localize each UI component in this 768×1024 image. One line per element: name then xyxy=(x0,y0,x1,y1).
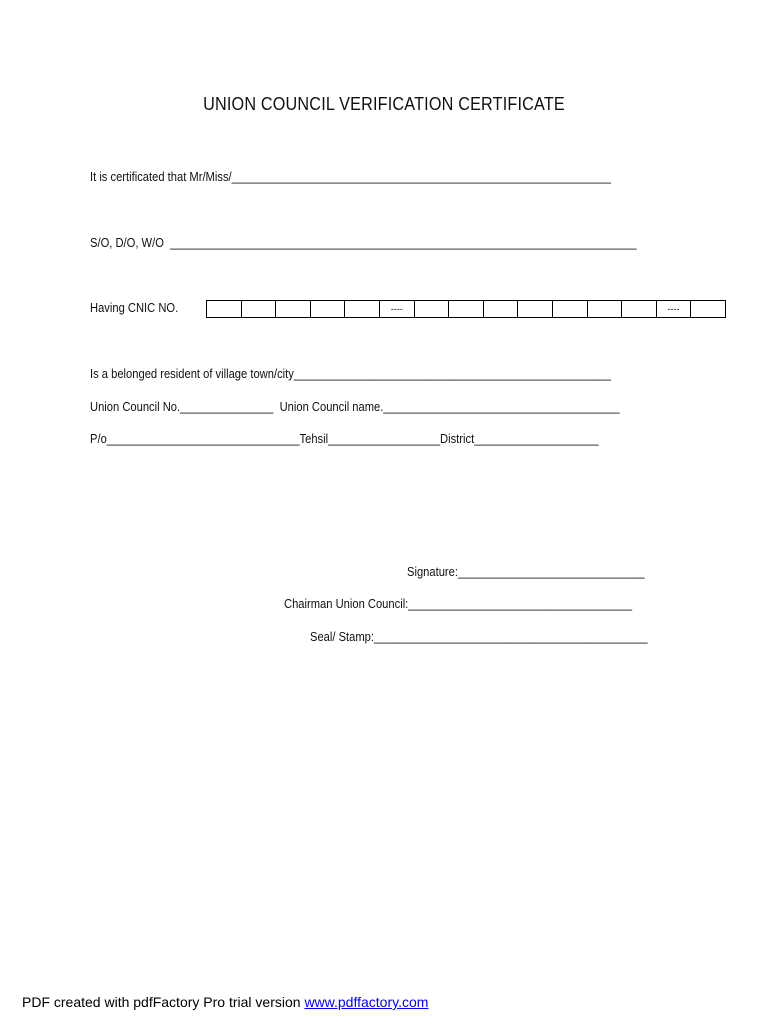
cnic-label: Having CNIC NO. xyxy=(90,300,179,315)
relation-line: S/O, D/O, W/O ___________________________________________________________________________ xyxy=(90,235,637,250)
signature-line: Signature:______________________________ xyxy=(407,564,645,579)
seal-line: Seal/ Stamp:____________________________________________ xyxy=(310,629,648,644)
pdf-footer xyxy=(22,994,428,1010)
cnic-cell xyxy=(622,301,657,317)
cnic-cell xyxy=(242,301,277,317)
pdffactory-link[interactable]: www.pdffactory.com xyxy=(304,994,429,1010)
cnic-cell xyxy=(415,301,450,317)
cnic-separator: ---- xyxy=(380,301,415,317)
cnic-cell xyxy=(588,301,623,317)
chairman-line: Chairman Union Council:____________________________________ xyxy=(284,596,633,611)
cnic-separator: ---- xyxy=(657,301,692,317)
resident-line: Is a belonged resident of village town/city___________________________________________________ xyxy=(90,366,611,381)
cnic-cell xyxy=(276,301,311,317)
cnic-cell xyxy=(691,301,725,317)
cnic-cell xyxy=(553,301,588,317)
post-office-line: P/o_______________________________Tehsil__________________District____________________ xyxy=(90,431,599,446)
certified-line: It is certificated that Mr/Miss/_____________________________________________________________ xyxy=(90,169,611,184)
cnic-cell xyxy=(311,301,346,317)
cnic-cell xyxy=(518,301,553,317)
footer-text: PDF created with pdfFactory Pro trial version xyxy=(22,994,305,1010)
cnic-cell xyxy=(484,301,519,317)
cnic-boxes xyxy=(206,300,726,318)
union-council-line: Union Council No._______________ Union Council name.______________________________________ xyxy=(90,399,620,414)
cnic-cell xyxy=(345,301,380,317)
cnic-cell xyxy=(449,301,484,317)
cnic-cell xyxy=(207,301,242,317)
certificate-title: UNION COUNCIL VERIFICATION CERTIFICATE xyxy=(203,94,565,114)
